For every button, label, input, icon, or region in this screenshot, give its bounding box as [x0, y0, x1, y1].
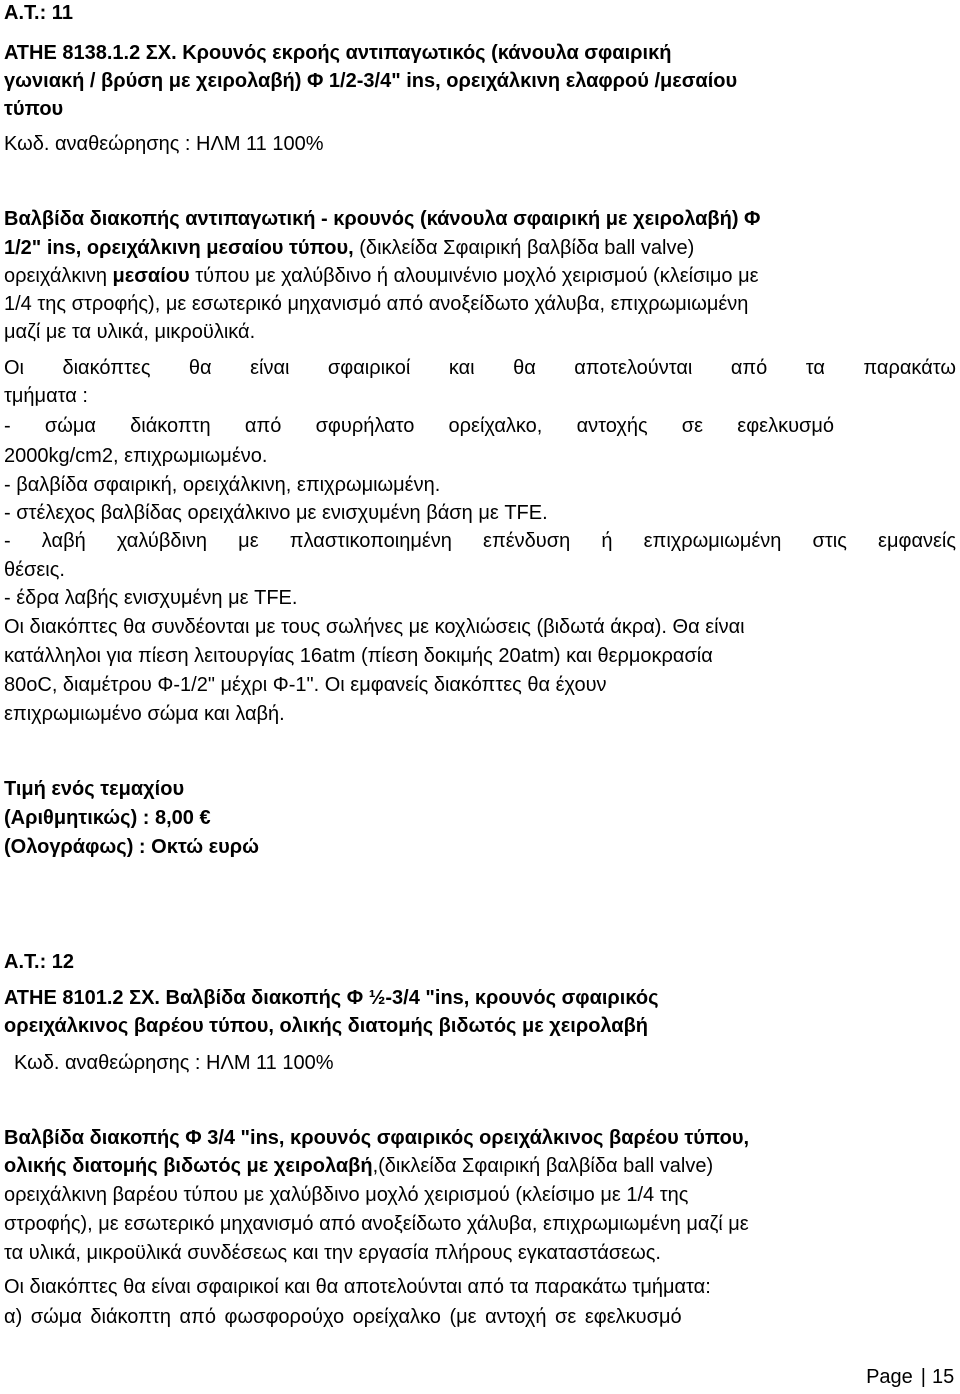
item-11-parts-line-11: κατάλληλοι για πίεση λειτουργίας 16atm (πίεση δοκιμής 20atm) και θερμοκρασία	[4, 645, 713, 667]
item-11-description-emphasis: 1/2" ins, ορειχάλκινη μεσαίου τύπου,	[4, 237, 354, 259]
item-12-parts-line-2: α) σώμα διάκοπτη από φωσφορούχο ορείχαλκο (με αντοχή σε εφελκυσμό	[4, 1306, 682, 1328]
item-12-description-line-2	[4, 1155, 713, 1177]
item-11-parts-line-6: - στέλεχος βαλβίδας ορειχάλκινο με ενισχυμένη βάση με TFE.	[4, 502, 548, 524]
item-11-description-line-1: Βαλβίδα διακοπής αντιπαγωτική - κρουνός (κάνουλα σφαιρική με χειρολαβή) Φ	[4, 208, 761, 230]
page-footer	[866, 1366, 960, 1389]
page-number: 15	[932, 1366, 955, 1388]
item-11-title-line-1: ΑΤΗΕ 8138.1.2 ΣΧ. Κρουνός εκροής αντιπαγωτικός (κάνουλα σφαιρική	[4, 42, 672, 64]
item-11-parts-line-12: 80oC, διαμέτρου Φ-1/2" μέχρι Φ-1". Οι εμφανείς διακόπτες θα έχουν	[4, 674, 607, 696]
item-11-parts-line-2: τμήματα :	[4, 385, 88, 407]
page-separator: |	[920, 1366, 926, 1388]
item-11-parts-line-4: 2000kg/cm2, επιχρωμιωμένο.	[4, 445, 268, 467]
item-11-parts-line-7: - λαβή χαλύβδινη με πλαστικοποιημένη επένδυση ή επιχρωμιωμένη στις εμφανείς	[4, 530, 956, 552]
item-12-description-line-4: στροφής), με εσωτερικό μηχανισμό από ανοξείδωτο χάλυβα, επιχρωμιωμένη μαζί με	[4, 1213, 749, 1235]
item-12-description-line-1: Βαλβίδα διακοπής Φ 3/4 "ins, κρουνός σφαιρικός ορειχάλκινος βαρέου τύπου,	[4, 1127, 750, 1149]
item-12-description-line-5: τα υλικά, μικροϋλικά συνδέσεως και την εργασία πλήρους εγκαταστάσεως.	[4, 1242, 661, 1264]
item-11-price-words: (Ολογράφως) : Οκτώ ευρώ	[4, 836, 260, 858]
item-11-price-heading: Τιμή ενός τεμαχίου	[4, 778, 185, 800]
item-12-revision-code: Κωδ. αναθεώρησης : ΗΛΜ 11 100%	[14, 1052, 334, 1074]
item-11-parts-line-5: - βαλβίδα σφαιρική, ορειχάλκινη, επιχρωμιωμένη.	[4, 474, 441, 496]
item-11-parts-line-3: - σώμα διάκοπτη από σφυρήλατο ορείχαλκο, αντοχής σε εφελκυσμό	[4, 415, 834, 437]
item-11-revision-code: Κωδ. αναθεώρησης : ΗΛΜ 11 100%	[4, 133, 324, 155]
item-11-number: Α.Τ.: 11	[4, 2, 73, 24]
item-12-description-text: ,(δικλείδα Σφαιρική βαλβίδα ball valve)	[372, 1155, 714, 1177]
item-12-number: Α.Τ.: 12	[4, 951, 75, 973]
item-11-description-line-5: μαζί με τα υλικά, μικροϋλικά.	[4, 321, 256, 343]
item-11-parts-line-1: Οι διακόπτες θα είναι σφαιρικοί και θα αποτελούνται από τα παρακάτω	[4, 357, 956, 379]
item-11-description-line-3	[4, 265, 759, 287]
item-11-parts-line-13: επιχρωμιωμένο σώμα και λαβή.	[4, 703, 285, 725]
item-11-description-text: (δικλείδα Σφαιρική βαλβίδα ball valve)	[353, 237, 695, 259]
item-12-title-line-2: ορειχάλκινος βαρέου τύπου, ολικής διατομής βιδωτός με χειρολαβή	[4, 1015, 649, 1037]
item-12-description-emphasis: ολικής διατομής βιδωτός με χειρολαβή	[4, 1155, 373, 1177]
item-11-title-line-3: τύπου	[4, 98, 64, 120]
item-11-title-line-2: γωνιακή / βρύση με χειρολαβή) Φ 1/2-3/4" ins, ορειχάλκινη ελαφρού /μεσαίου	[4, 70, 738, 92]
item-12-parts-line-1: Οι διακόπτες θα είναι σφαιρικοί και θα αποτελούνται από τα παρακάτω τμήματα:	[4, 1276, 711, 1298]
page-label: Page	[866, 1366, 913, 1388]
item-11-description-line-4: 1/4 της στροφής), με εσωτερικό μηχανισμό από ανοξείδωτο χάλυβα, επιχρωμιωμένη	[4, 293, 749, 315]
item-11-description-emphasis: μεσαίου	[112, 265, 190, 287]
item-11-description-line-2	[4, 237, 694, 259]
item-11-description-text: ορειχάλκινη	[4, 265, 113, 287]
item-12-description-line-3: ορειχάλκινη βαρέου τύπου με χαλύβδινο μοχλό χειρισμού (κλείσιμο με 1/4 της	[4, 1184, 689, 1206]
item-11-parts-line-8: θέσεις.	[4, 559, 65, 581]
item-11-description-text: τύπου με χαλύβδινο ή αλουμινένιο μοχλό χειρισμού (κλείσιμο με	[189, 265, 759, 287]
item-11-parts-line-9: - έδρα λαβής ενισχυμένη με TFE.	[4, 587, 298, 609]
item-11-parts-line-10: Οι διακόπτες θα συνδέονται με τους σωλήνες με κοχλιώσεις (βιδωτά άκρα). Θα είναι	[4, 616, 745, 638]
item-12-title-line-1: ΑΤΗΕ 8101.2 ΣΧ. Βαλβίδα διακοπής Φ ½-3/4 "ins, κρουνός σφαιρικός	[4, 987, 659, 1009]
item-11-price-numeric: (Αριθμητικώς) : 8,00 €	[4, 807, 211, 829]
